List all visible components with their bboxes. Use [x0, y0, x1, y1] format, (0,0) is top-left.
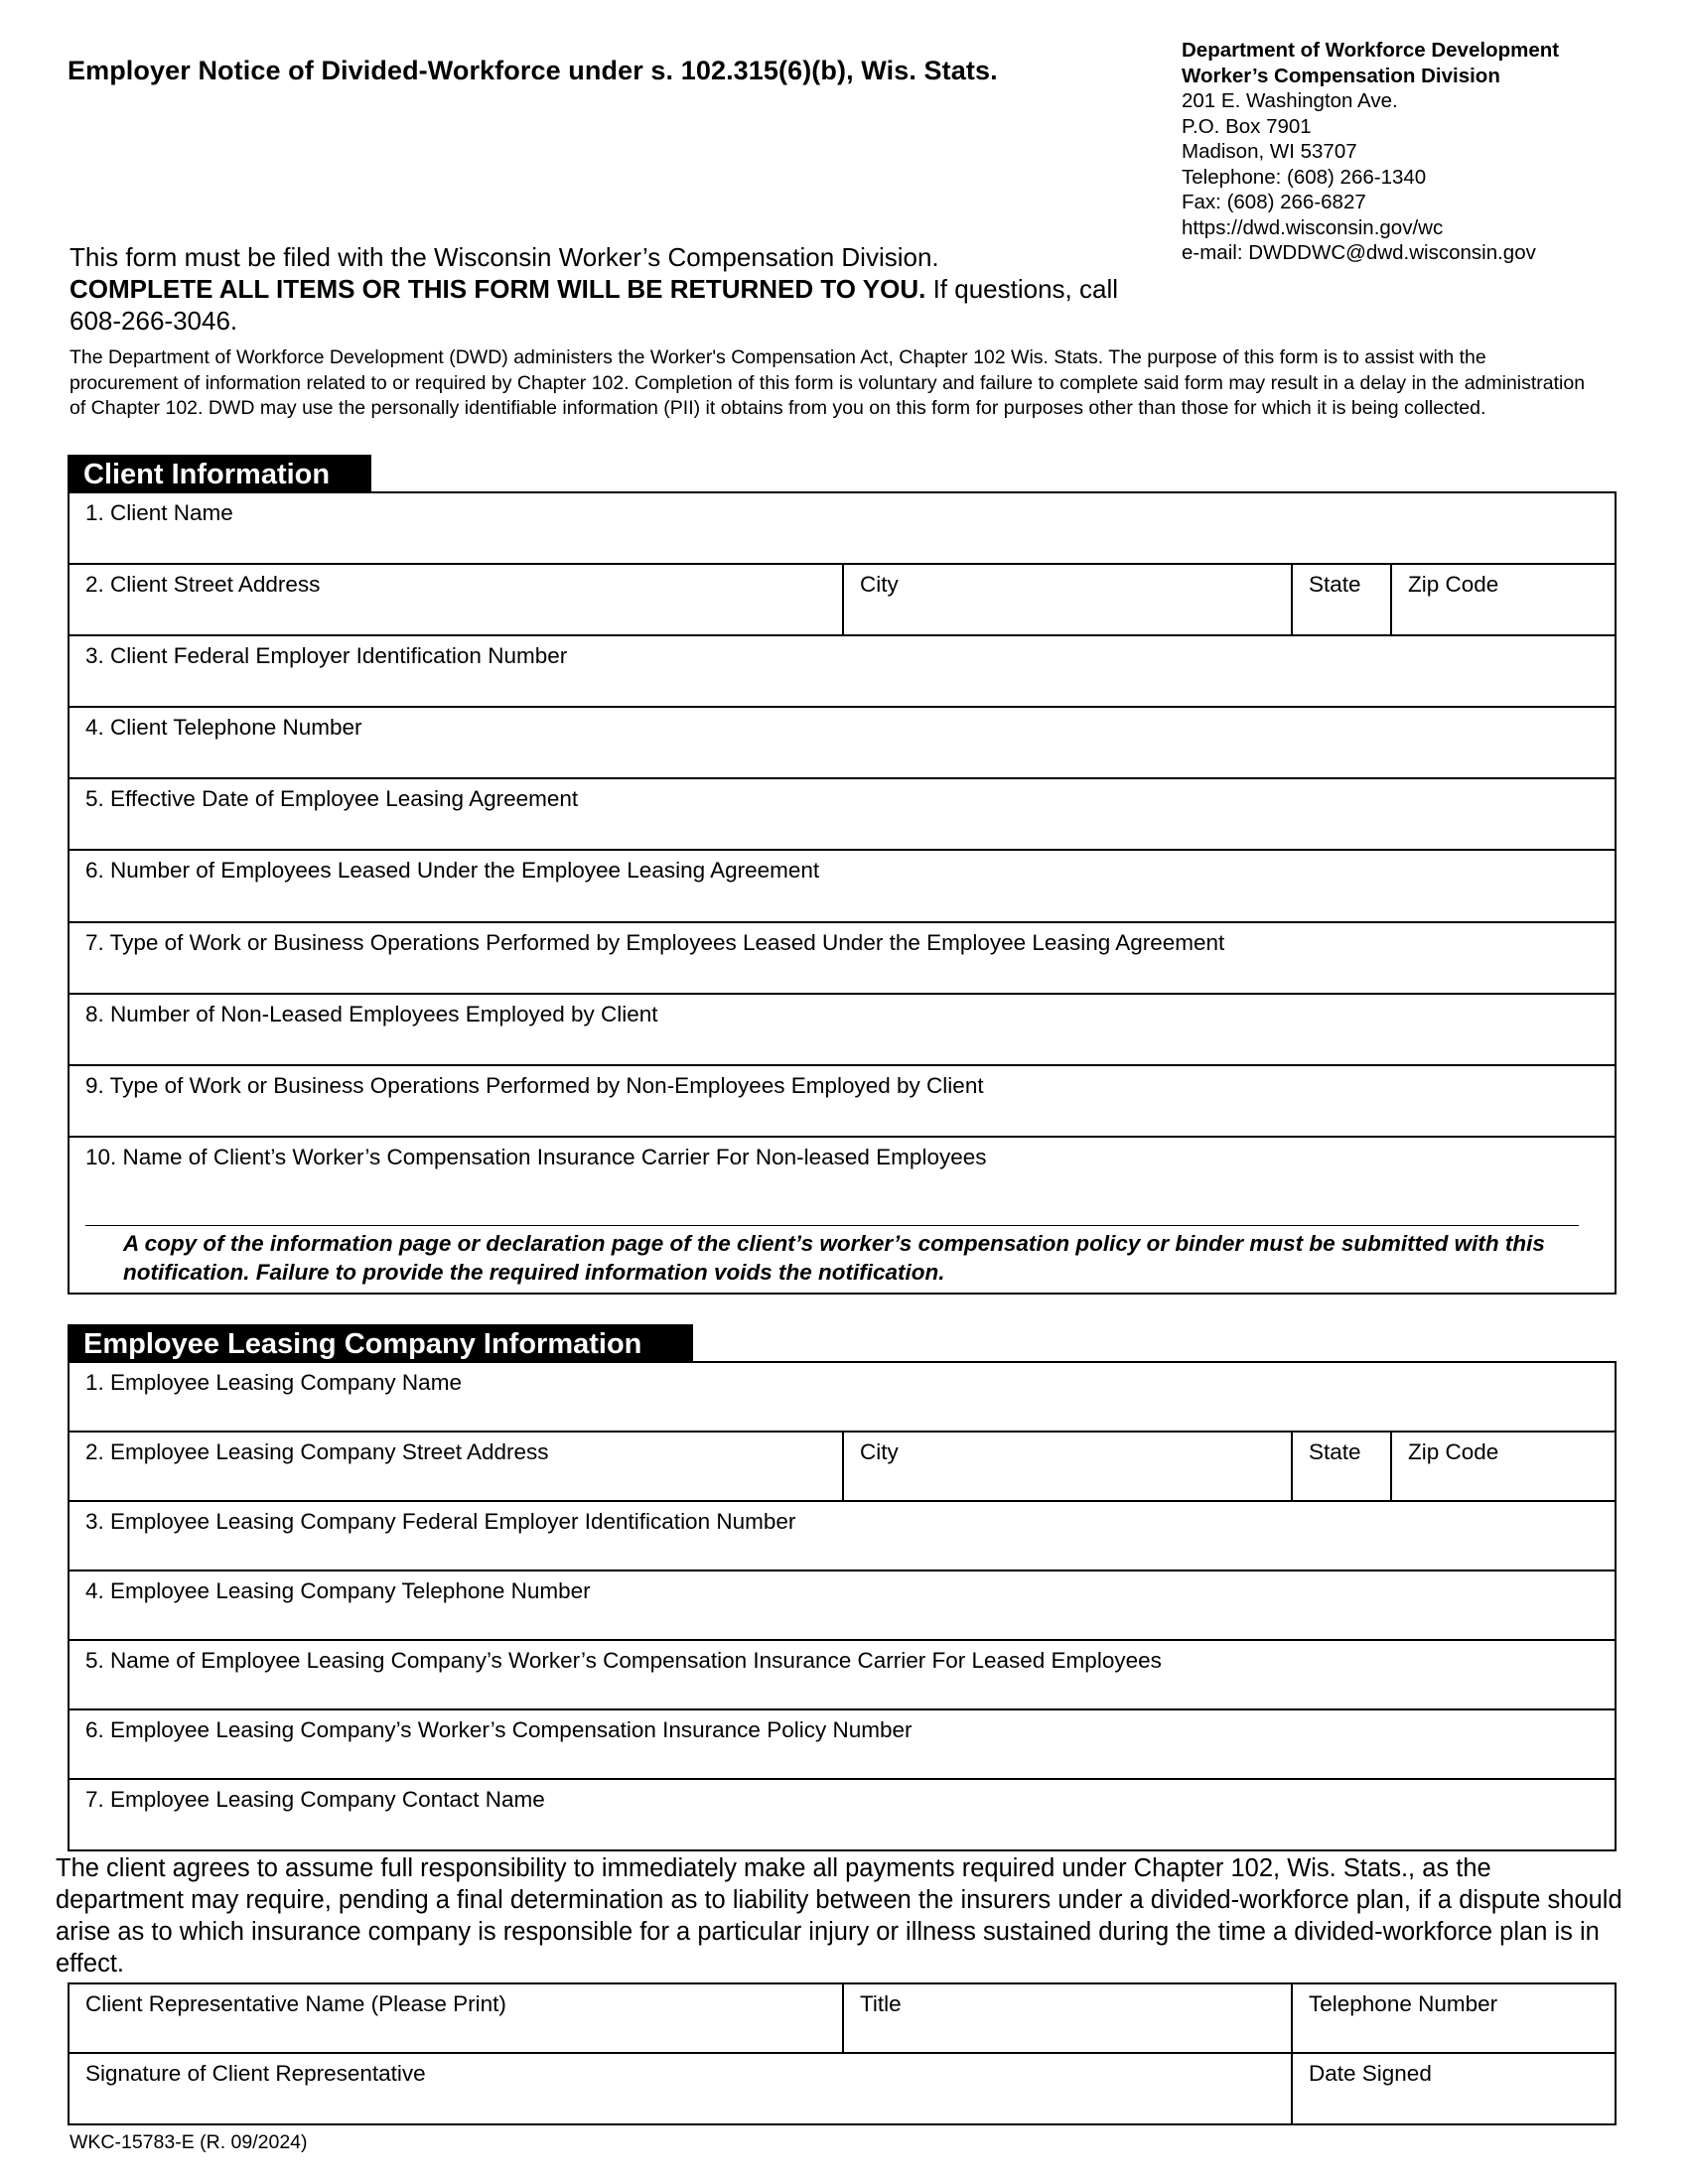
leasing-info-box	[68, 1361, 1617, 1851]
form-title: Employer Notice of Divided-Workforce under s. 102.315(6)(b), Wis. Stats.	[68, 56, 998, 85]
filing-instructions	[70, 241, 1142, 337]
filing-line: This form must be filed with the Wisconsin Worker’s Compensation Division.	[70, 242, 939, 272]
leasing-company-name-field[interactable]: 1. Employee Leasing Company Name	[85, 1370, 462, 1395]
complete-all-bold: COMPLETE ALL ITEMS OR THIS FORM WILL BE RETURNED TO YOU.	[70, 274, 926, 304]
leased-employees-count-field[interactable]: 6. Number of Employees Leased Under the Employee Leasing Agreement	[85, 858, 820, 883]
signature-row	[70, 2054, 1615, 2123]
leasing-carrier-field[interactable]: 5. Name of Employee Leasing Company’s Worker’s Compensation Insurance Carrier For Leased Employees	[85, 1648, 1162, 1673]
department-address-block	[1182, 38, 1559, 266]
department-name: Department of Workforce Development	[1182, 39, 1560, 62]
client-name-field[interactable]: 1. Client Name	[85, 500, 233, 525]
leasing-section-header: Employee Leasing Company Information	[68, 1324, 693, 1362]
client-address-row	[70, 565, 1615, 636]
client-info-box	[68, 491, 1617, 1295]
address-line-3: Madison, WI 53707	[1182, 140, 1357, 163]
privacy-notice: The Department of Workforce Development (DWD) administers the Worker's Compensation Act, Chapter 102 Wis. Stats. The purpose of this form is to assist with the procurement of information related to or required by Chapter 102. Completion of this form is voluntary and failure to complete said form may result in a delay in the administration of Chapter 102. DWD may use the personally identifiable information (PII) it obtains from you on this form for purposes other than those for which it is being collected.	[70, 346, 1586, 419]
leasing-state-field[interactable]: State	[1293, 1433, 1392, 1500]
leasing-policy-number-field[interactable]: 6. Employee Leasing Company’s Worker’s Compensation Insurance Policy Number	[85, 1717, 913, 1742]
address-line-2: P.O. Box 7901	[1182, 114, 1312, 138]
divider	[85, 1225, 1579, 1226]
leasing-zip-field[interactable]: Zip Code	[1408, 1439, 1499, 1464]
leasing-contact-name-field[interactable]: 7. Employee Leasing Company Contact Name	[85, 1787, 545, 1812]
client-section-header: Client Information	[68, 455, 371, 492]
client-zip-field[interactable]: Zip Code	[1408, 572, 1499, 597]
address-line-1: 201 E. Washington Ave.	[1182, 89, 1398, 112]
client-telephone-field[interactable]: 4. Client Telephone Number	[85, 715, 362, 740]
form-number: WKC-15783-E (R. 09/2024)	[70, 2131, 308, 2153]
date-signed-field[interactable]: Date Signed	[1309, 2061, 1432, 2086]
telephone: Telephone: (608) 266-1340	[1182, 165, 1427, 189]
client-name-row	[70, 493, 1615, 565]
effective-date-field[interactable]: 5. Effective Date of Employee Leasing Agreement	[85, 786, 579, 811]
client-fein-field[interactable]: 3. Client Federal Employer Identification Number	[85, 643, 568, 668]
leasing-telephone-field[interactable]: 4. Employee Leasing Company Telephone Number	[85, 1578, 591, 1603]
questions-phone: If questions, call 608-266-3046.	[70, 274, 1119, 336]
client-street-field[interactable]: 2. Client Street Address	[70, 565, 844, 634]
policy-copy-note: A copy of the information page or declaration page of the client’s worker’s compensation policy or binder must be submitted with this notification. Failure to provide the required information voids the notification.	[123, 1231, 1545, 1285]
rep-title-field[interactable]: Title	[844, 1984, 1293, 2052]
non-leased-count-field[interactable]: 8. Number of Non-Leased Employees Employed by Client	[85, 1002, 658, 1026]
representative-row	[70, 1984, 1615, 2054]
client-state-field[interactable]: State	[1293, 565, 1392, 634]
signature-box	[68, 1982, 1617, 2125]
rep-telephone-field[interactable]: Telephone Number	[1309, 1991, 1498, 2016]
rep-name-field[interactable]: Client Representative Name (Please Print)	[70, 1984, 844, 2052]
client-carrier-field[interactable]: 10. Name of Client’s Worker’s Compensation Insurance Carrier For Non-leased Employees	[85, 1145, 987, 1169]
client-agreement-text: The client agrees to assume full responsibility to immediately make all payments required under Chapter 102, Wis. Stats., as the department may require, pending a final determination as to liability between the insurers under a divided-workforce plan, if a dispute should arise as to which insurance company is responsible for a particular injury or illness sustained during the time a divided-workforce plan is in effect.	[56, 1854, 1622, 1978]
email: e-mail: DWDDWC@dwd.wisconsin.gov	[1182, 241, 1536, 264]
leasing-street-field[interactable]: 2. Employee Leasing Company Street Address	[70, 1433, 844, 1500]
leased-work-type-field[interactable]: 7. Type of Work or Business Operations Performed by Employees Leased Under the Employee Leasing Agreement	[85, 930, 1225, 955]
client-city-field[interactable]: City	[844, 565, 1293, 634]
signature-field[interactable]: Signature of Client Representative	[70, 2054, 1293, 2123]
fax: Fax: (608) 266-6827	[1182, 191, 1366, 213]
website: https://dwd.wisconsin.gov/wc	[1182, 215, 1444, 239]
non-employee-work-type-field[interactable]: 9. Type of Work or Business Operations Performed by Non-Employees Employed by Client	[85, 1073, 984, 1098]
complete-all-notice	[70, 273, 1142, 337]
leasing-address-row	[70, 1433, 1615, 1502]
division-name: Worker’s Compensation Division	[1182, 64, 1500, 87]
leasing-fein-field[interactable]: 3. Employee Leasing Company Federal Employer Identification Number	[85, 1509, 796, 1534]
leasing-city-field[interactable]: City	[844, 1433, 1293, 1500]
client-insurance-carrier-row	[70, 1138, 1615, 1293]
